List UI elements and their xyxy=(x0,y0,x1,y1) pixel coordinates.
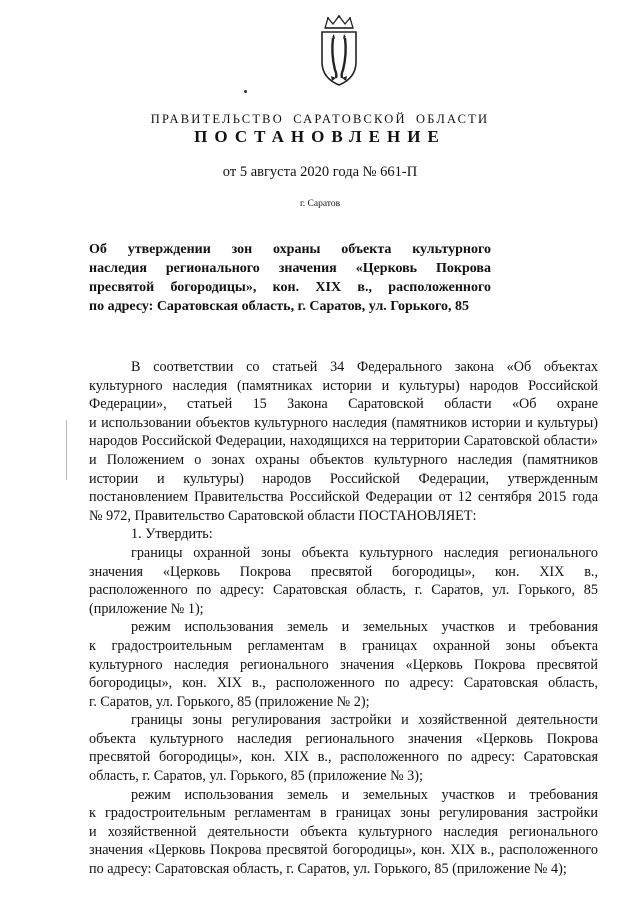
body-line: № 972, Правительство Саратовской области ПОСТАНОВЛЯЕТ: xyxy=(89,507,477,524)
title-line: наследия регионального значения «Церковь Покрова xyxy=(89,261,491,276)
body-line: культурного наследия регионального значения «Церковь Покрова пресвятой xyxy=(89,656,598,673)
body-line: значения «Церковь Покрова пресвятой богородицы», кон. XIX в., расположенного xyxy=(89,842,598,859)
body-line: пресвятой богородицы», кон. XIX в., расположенного по адресу: Саратовская xyxy=(89,749,598,766)
body-line: культурного наследия (памятниках истории и культуры) народов Российской xyxy=(89,377,598,394)
decree-title xyxy=(89,240,491,316)
body-line: к градостроительным регламентам в границах зоны регулирования застройки xyxy=(89,805,598,822)
body-line: режим использования земель и земельных участков и требования xyxy=(131,619,598,636)
decree-body xyxy=(89,358,598,879)
body-line: 1. Утвердить: xyxy=(131,526,213,543)
decree-city: г. Саратов xyxy=(299,199,341,209)
document-type: ПОСТАНОВЛЕНИЕ xyxy=(194,127,446,146)
body-line: объекта культурного наследия регионального значения «Церковь Покрова xyxy=(89,730,598,747)
body-line: (приложение № 1); xyxy=(89,600,204,617)
body-line: Федерации», статьей 15 Закона Саратовской области «Об охране xyxy=(89,396,598,413)
body-line: область, г. Саратов, ул. Горького, 85 (приложение № 3); xyxy=(89,768,423,785)
saratov-oblast-coat-of-arms-icon xyxy=(316,14,362,88)
body-line: значения «Церковь Покрова пресвятой богородицы», кон. XIX в., xyxy=(89,563,598,580)
body-line: границы зоны регулирования застройки и хозяйственной деятельности xyxy=(131,712,598,729)
body-line: к градостроительным регламентам в границах охранной зоны объекта xyxy=(89,637,598,654)
body-line: постановлением Правительства Российской Федерации от 12 сентября 2015 года xyxy=(89,489,598,506)
scan-speck xyxy=(244,90,247,93)
body-line: по адресу: Саратовская область, г. Саратов, ул. Горького, 85 (приложение № 4); xyxy=(89,861,567,878)
title-line: по адресу: Саратовская область, г. Саратов, ул. Горького, 85 xyxy=(89,299,470,314)
body-line: границы охранной зоны объекта культурного наследия регионального xyxy=(131,544,598,561)
body-line: народов Российской Федерации, находящихся на территории Саратовской области» xyxy=(89,433,598,450)
title-line: Об утверждении зон охраны объекта культурного xyxy=(89,242,491,257)
body-line: В соответствии со статьей 34 Федерального закона «Об объектах xyxy=(131,359,598,375)
scan-mark xyxy=(66,420,67,480)
body-line: расположенного по адресу: Саратовская область, г. Саратов, ул. Горького, 85 xyxy=(89,582,598,599)
government-name: ПРАВИТЕЛЬСТВО САРАТОВСКОЙ ОБЛАСТИ xyxy=(150,112,490,126)
decree-date-number: от 5 августа 2020 года № 661-П xyxy=(222,164,418,180)
body-line: истории и культуры) народов Российской Федерации, утвержденным xyxy=(89,470,598,487)
body-line: г. Саратов, ул. Горького, 85 (приложение № 2); xyxy=(89,693,370,710)
body-line: и Положением о зонах охраны объектов культурного наследия (памятников xyxy=(89,451,598,468)
body-line: и использовании объектов культурного наследия (памятников истории и культуры) xyxy=(89,414,598,431)
body-line: богородицы», кон. XIX в., расположенного по адресу: Саратовская область, xyxy=(89,675,598,692)
body-line: и хозяйственной деятельности объекта культурного наследия регионального xyxy=(89,823,598,840)
title-line: пресвятой богородицы», кон. XIX в., расположенного xyxy=(89,280,491,295)
body-line: режим использования земель и земельных участков и требования xyxy=(131,786,598,803)
